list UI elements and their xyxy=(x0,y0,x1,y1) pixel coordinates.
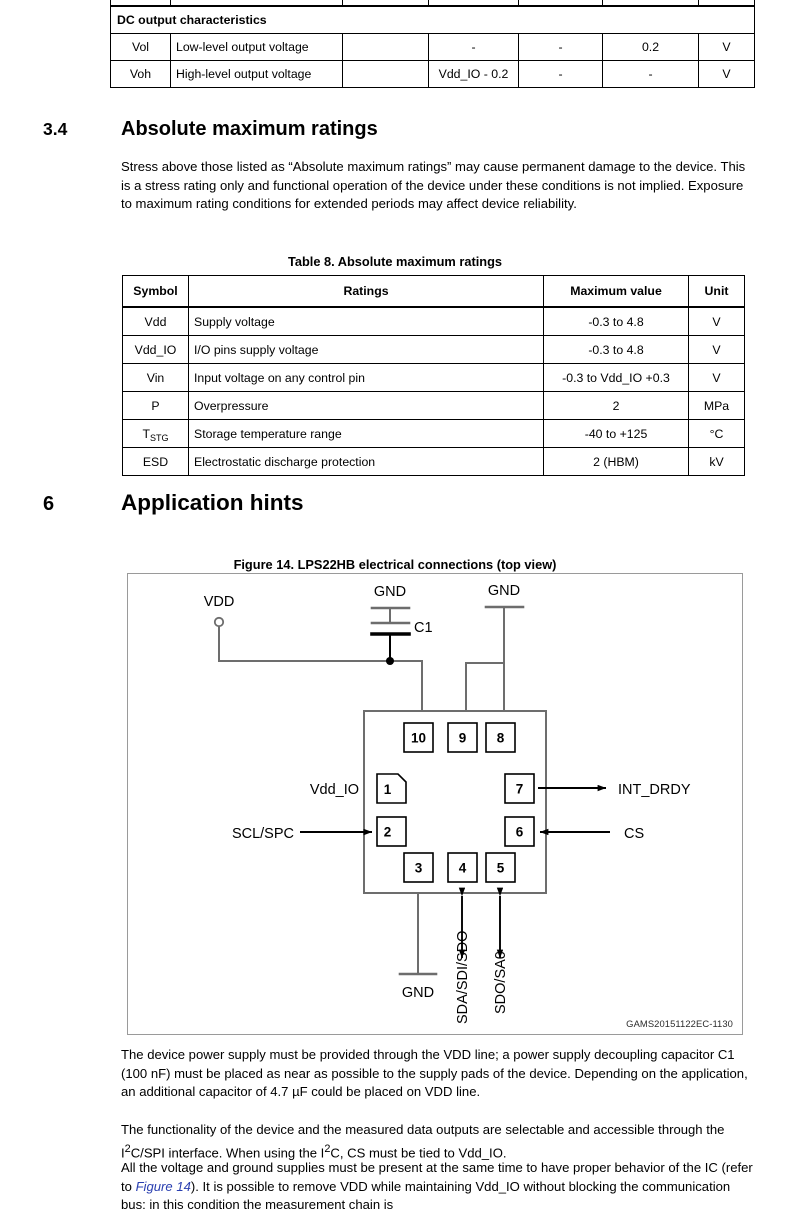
pin-pad-1 xyxy=(377,774,406,803)
cell-unit: V xyxy=(689,336,745,364)
cell-max-value: 2 xyxy=(544,392,689,420)
cell-max-value: -0.3 to 4.8 xyxy=(544,336,689,364)
cell-typ: - xyxy=(519,34,603,61)
cell-unit: kV xyxy=(689,448,745,476)
table-dc-characteristics-continued xyxy=(110,0,755,88)
paragraph-supplies xyxy=(121,1159,755,1215)
figure-14-link[interactable]: Figure 14 xyxy=(135,1178,191,1194)
cell-typ: - xyxy=(519,61,603,88)
cell-parameter: High-level output voltage xyxy=(171,61,343,88)
cell-conditions xyxy=(343,61,429,88)
pin-number-3: 3 xyxy=(414,860,423,876)
cell-max-value: -40 to +125 xyxy=(544,420,689,448)
label-scl-spc: SCL/SPC xyxy=(231,826,294,842)
section-title: Absolute maximum ratings xyxy=(121,118,378,140)
label-cs: CS xyxy=(624,826,645,842)
label-sdo-sa0: SDO/SA0 xyxy=(493,951,509,1014)
cell-ratings: I/O pins supply voltage xyxy=(189,336,544,364)
pin-number-1: 1 xyxy=(383,782,392,797)
section-heading-6 xyxy=(43,490,304,516)
paragraph-supplies-part1: All the voltage and ground supplies must be present at the same time to have proper behavior of the IC (refer to xyxy=(121,1160,753,1194)
cell-symbol: Vin xyxy=(123,364,189,392)
table-row xyxy=(123,448,745,476)
paragraph-interface-part2: C/SPI interface. When using the I xyxy=(130,1144,325,1160)
cell-symbol-subscript: STG xyxy=(150,432,169,443)
header-symbol: Symbol xyxy=(123,276,189,308)
vdd-junction-dot xyxy=(386,657,394,665)
header-maximum-value: Maximum value xyxy=(544,276,689,308)
table-header-row xyxy=(123,276,745,308)
cell-ratings: Storage temperature range xyxy=(189,420,544,448)
pin-number-5: 5 xyxy=(496,860,505,876)
pin-pad-2 xyxy=(377,817,406,846)
cell-ratings: Electrostatic discharge protection xyxy=(189,448,544,476)
electrical-connections-schematic xyxy=(128,574,740,1032)
label-gnd-bottom: GND xyxy=(401,985,435,1001)
table-row xyxy=(123,392,745,420)
cell-symbol-base: T xyxy=(142,426,150,441)
table-row xyxy=(123,364,745,392)
cell-section-label: DC output characteristics xyxy=(111,6,755,34)
cell-min: - xyxy=(429,34,519,61)
cell-unit: V xyxy=(699,61,755,88)
cell-parameter: Low-level output voltage xyxy=(171,34,343,61)
vdd-terminal-icon xyxy=(215,618,223,626)
paragraph-interface-part1: The functionality of the device and the measured data outputs are selectable and accessible through the I xyxy=(121,1122,725,1160)
cell-max-value: 2 (HBM) xyxy=(544,448,689,476)
label-sda-sdi-sdo: SDA/SDI/SDO xyxy=(455,930,471,1024)
cell-symbol: Voh xyxy=(111,61,171,88)
cell-ratings: Supply voltage xyxy=(189,307,544,336)
paragraph-power-supply: The device power supply must be provided through the VDD line; a power supply decoupling capacitor C1 (100 nF) must be placed as near as possible to the supply pads of the device. Depending on the application, an additional capacitor of 4.7 µF could be placed on VDD line. xyxy=(121,1047,748,1100)
cell-symbol: Vol xyxy=(111,34,171,61)
table-row-section xyxy=(111,6,755,34)
paragraph-supplies-part2: ). It is possible to remove VDD while maintaining xyxy=(190,1178,472,1194)
pin-number-7: 7 xyxy=(515,781,524,797)
label-gnd-capacitor: GND xyxy=(373,584,407,600)
table-row xyxy=(111,34,755,61)
table-8-caption: Table 8. Absolute maximum ratings xyxy=(287,254,503,269)
table-absolute-maximum-ratings xyxy=(122,275,745,476)
cell-max: - xyxy=(603,61,699,88)
header-unit: Unit xyxy=(689,276,745,308)
pin-number-10: 10 xyxy=(410,730,427,746)
cell-ratings: Input voltage on any control pin xyxy=(189,364,544,392)
table-row xyxy=(123,420,745,448)
cell-unit: MPa xyxy=(689,392,745,420)
cell-symbol xyxy=(123,420,189,448)
figure-credit-watermark: GAMS20151122EC-1130 xyxy=(626,1018,733,1029)
label-gnd-right: GND xyxy=(487,583,521,599)
pin-number-2: 2 xyxy=(383,824,392,840)
table-row xyxy=(111,61,755,88)
cell-max: 0.2 xyxy=(603,34,699,61)
label-vdd: VDD xyxy=(203,594,235,610)
pin-number-4: 4 xyxy=(458,860,467,876)
label-capacitor-c1: C1 xyxy=(414,620,433,636)
superscript-2b: 2 xyxy=(324,1142,331,1155)
label-int-drdy: INT_DRDY xyxy=(618,782,691,798)
cell-conditions xyxy=(343,34,429,61)
table-row xyxy=(123,336,745,364)
paragraph-interface-part3: C, CS must be tied to Vdd_IO. xyxy=(330,1144,507,1160)
cell-symbol: P xyxy=(123,392,189,420)
cell-ratings: Overpressure xyxy=(189,392,544,420)
cell-max-value: -0.3 to Vdd_IO +0.3 xyxy=(544,364,689,392)
pin-number-6: 6 xyxy=(515,824,524,840)
label-vdd-io: Vdd_IO xyxy=(309,782,359,798)
figure-electrical-connections xyxy=(127,573,743,1035)
paragraph-supplies-clipped: Vdd_IO without blocking the communication bus: in this condition the measurement chain is xyxy=(121,1178,731,1213)
header-ratings: Ratings xyxy=(189,276,544,308)
cell-unit: V xyxy=(699,34,755,61)
superscript-2: 2 xyxy=(124,1142,131,1155)
section-number: 3.4 xyxy=(43,119,68,139)
table-row xyxy=(123,307,745,336)
section-number: 6 xyxy=(43,493,55,515)
paragraph-absolute-max-intro: Stress above those listed as “Absolute maximum ratings” may cause permanent damage to the device. This is a stress rating only and functional operation of the device under these conditions is not implied. Exposure to maximum rating conditions for extended periods may affect device reliability. xyxy=(121,159,746,212)
cell-symbol: Vdd_IO xyxy=(123,336,189,364)
cell-unit: V xyxy=(689,364,745,392)
cell-unit: V xyxy=(689,307,745,336)
cell-unit: °C xyxy=(689,420,745,448)
section-heading-3-4 xyxy=(43,118,378,141)
pin-number-9: 9 xyxy=(458,730,467,746)
pin-number-8: 8 xyxy=(496,730,505,746)
section-title: Application hints xyxy=(121,490,304,515)
cell-symbol: ESD xyxy=(123,448,189,476)
cell-max-value: -0.3 to 4.8 xyxy=(544,307,689,336)
cell-min: Vdd_IO - 0.2 xyxy=(429,61,519,88)
figure-14-caption: Figure 14. LPS22HB electrical connections (top view) xyxy=(233,557,557,572)
paragraph-interface xyxy=(121,1121,755,1163)
cell-symbol: Vdd xyxy=(123,307,189,336)
